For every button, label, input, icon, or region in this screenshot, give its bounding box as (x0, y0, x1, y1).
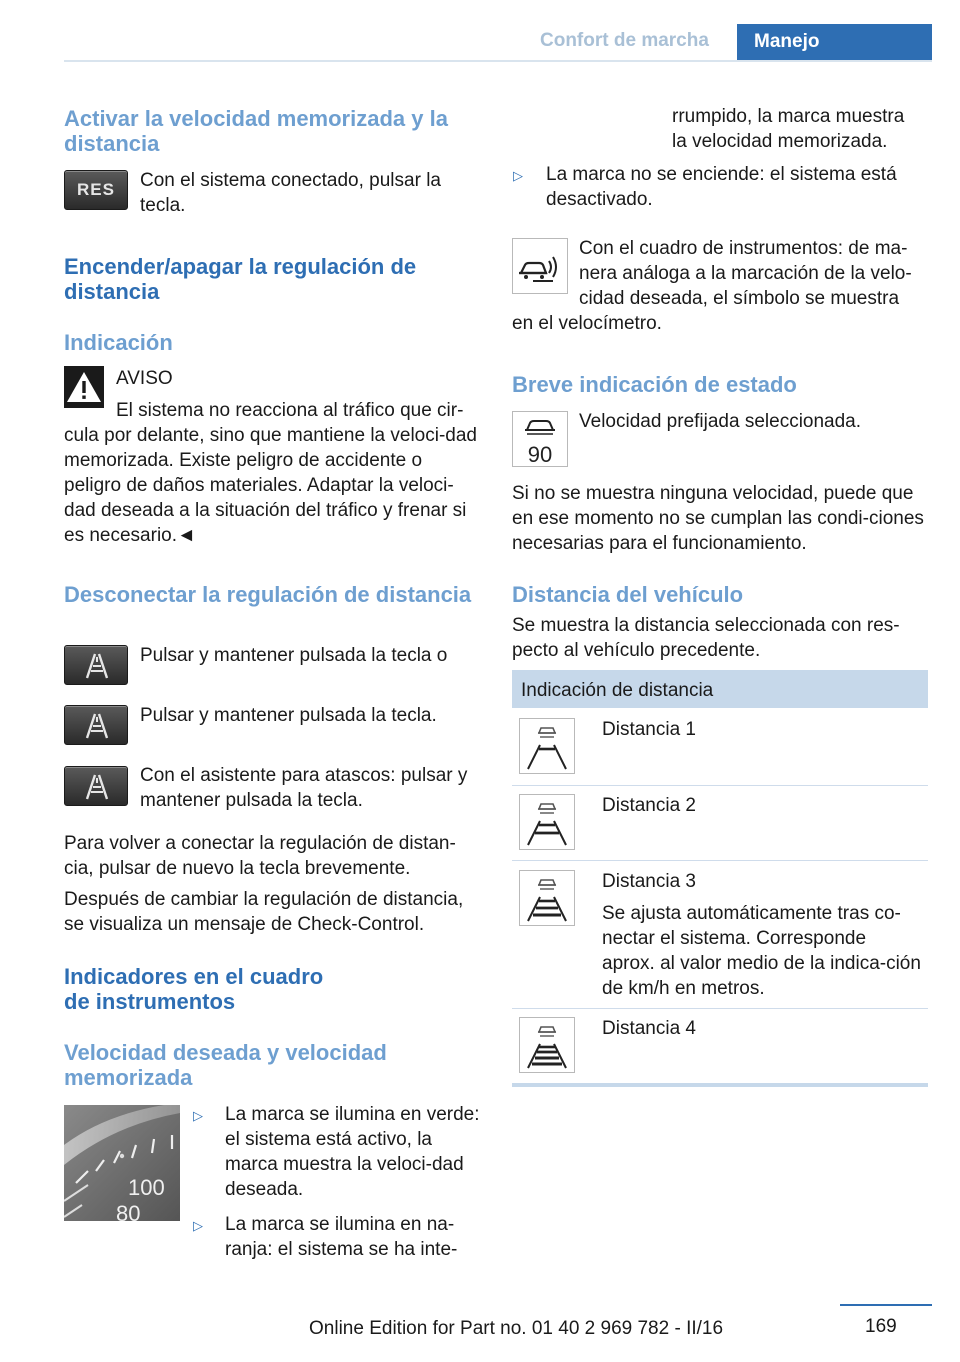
distance-3-label: Distancia 3 (602, 871, 696, 892)
distance-3-note: Se ajusta automáticamente tras co-nectar el sistema. Corresponde aprox. al valor medio de la indica-ción de km/h en metros. (602, 903, 921, 999)
distance-2-icon (519, 794, 575, 850)
nospeed-text: Si no se muestra ninguna velocidad, puede que en ese momento no se cumplan las condi-ciones necesarias para el funcionamiento. (512, 483, 924, 554)
reconnect-text: Para volver a conectar la regulación de distan-cia, pulsar de nuevo la tecla brevemente. (64, 833, 456, 879)
res-key-label: RES (77, 180, 115, 199)
distance-table-header-label: Indicación de distancia (521, 680, 714, 701)
acc-symbol-icon (512, 238, 568, 294)
heading-instrument-indicators: Indicadores en el cuadro de instrumentos (64, 964, 324, 1014)
heading-resume-speed: Activar la velocidad memorizada y la distancia (64, 106, 448, 156)
distance-3-icon (519, 870, 575, 926)
table-row-divider-3 (512, 1008, 928, 1009)
bullet-continuation: rrumpido, la marca muestra la velocidad memorizada. (672, 106, 905, 152)
page-number: 169 (865, 1316, 897, 1337)
speedometer-image (64, 1105, 180, 1221)
bullet-text-1: La marca se ilumina en verde: el sistema está activo, la marca muestra la veloci-dad deseada. (225, 1104, 480, 1200)
gauge-label-100: 100 (128, 1175, 165, 1200)
table-row-divider-1 (512, 785, 928, 786)
bullet-text-2: La marca se ilumina en na-ranja: el sistema se ha inte- (225, 1214, 458, 1260)
distance-4-label: Distancia 4 (602, 1018, 696, 1039)
distance-key-icon-3 (64, 766, 128, 806)
distance-key-text-1: Pulsar y mantener pulsada la tecla o (140, 645, 448, 666)
table-row-divider-2 (512, 860, 928, 861)
instrument-text-end: en el velocímetro. (512, 313, 662, 334)
distance-key-text-2: Pulsar y mantener pulsada la tecla. (140, 705, 437, 726)
gauge-label-80: 80 (116, 1201, 141, 1221)
distance-text: Se muestra la distancia seleccionada con res-pecto al vehículo precedente. (512, 615, 900, 661)
heading-vehicle-distance: Distancia del vehículo (512, 582, 744, 607)
heading-indication: Indicación (64, 330, 173, 355)
header-section-title: Confort de marcha (540, 30, 709, 51)
header-chapter-tab: Manejo (737, 24, 932, 62)
distance-1-label: Distancia 1 (602, 719, 696, 740)
bullet-text-3: La marca no se enciende: el sistema está desactivado. (546, 164, 897, 210)
heading-desired-speed: Velocidad deseada y velocidad memorizada (64, 1040, 387, 1090)
warning-title: AVISO (116, 368, 173, 389)
distance-table-footer (512, 1083, 928, 1087)
resume-text: Con el sistema conectado, pulsar la tecla. (140, 170, 441, 216)
distance-key-icon-1 (64, 645, 128, 685)
distance-4-icon (519, 1017, 575, 1073)
distance-1-icon (519, 718, 575, 774)
preset-speed-value: 90 (527, 442, 553, 466)
bullet-marker-3: ▷ (513, 168, 523, 183)
heading-disconnect-distance: Desconectar la regulación de distancia (64, 582, 472, 607)
warning-text-first-line: El sistema no reacciona al tráfico que cir- (116, 400, 464, 421)
instrument-text: Con el cuadro de instrumentos: de ma-nera análoga a la marcación de la velo-cidad deseada, el símbolo se muestra (579, 238, 912, 309)
res-key-icon (64, 170, 128, 210)
footer-rule (840, 1304, 932, 1306)
heading-status-indication: Breve indicación de estado (512, 372, 797, 397)
distance-key-text-3: Con el asistente para atascos: pulsar y mantener pulsada la tecla. (140, 765, 468, 811)
bullet-marker-2: ▷ (193, 1218, 203, 1233)
preset-speed-text: Velocidad prefijada seleccionada. (579, 411, 862, 432)
preset-speed-icon (512, 411, 568, 467)
distance-2-label: Distancia 2 (602, 795, 696, 816)
checkcontrol-text: Después de cambiar la regulación de distancia, se visualiza un mensaje de Check-Control. (64, 889, 464, 935)
heading-onoff-distance: Encender/apagar la regulación de distancia (64, 254, 417, 304)
distance-table-header (512, 670, 928, 708)
warning-icon (64, 366, 104, 408)
bullet-marker-1: ▷ (193, 1108, 203, 1123)
distance-key-icon-2 (64, 705, 128, 745)
edition-line: Online Edition for Part no. 01 40 2 969 782 - II/16 (309, 1318, 724, 1339)
warning-text: cula por delante, sino que mantiene la veloci-dad memorizada. Existe peligro de accidente o peligro de daños materiales. Adaptar la veloci-dad deseada a la situación del tráfico y frenar si es necesario.◄ (64, 425, 477, 546)
header-rule (64, 60, 932, 62)
